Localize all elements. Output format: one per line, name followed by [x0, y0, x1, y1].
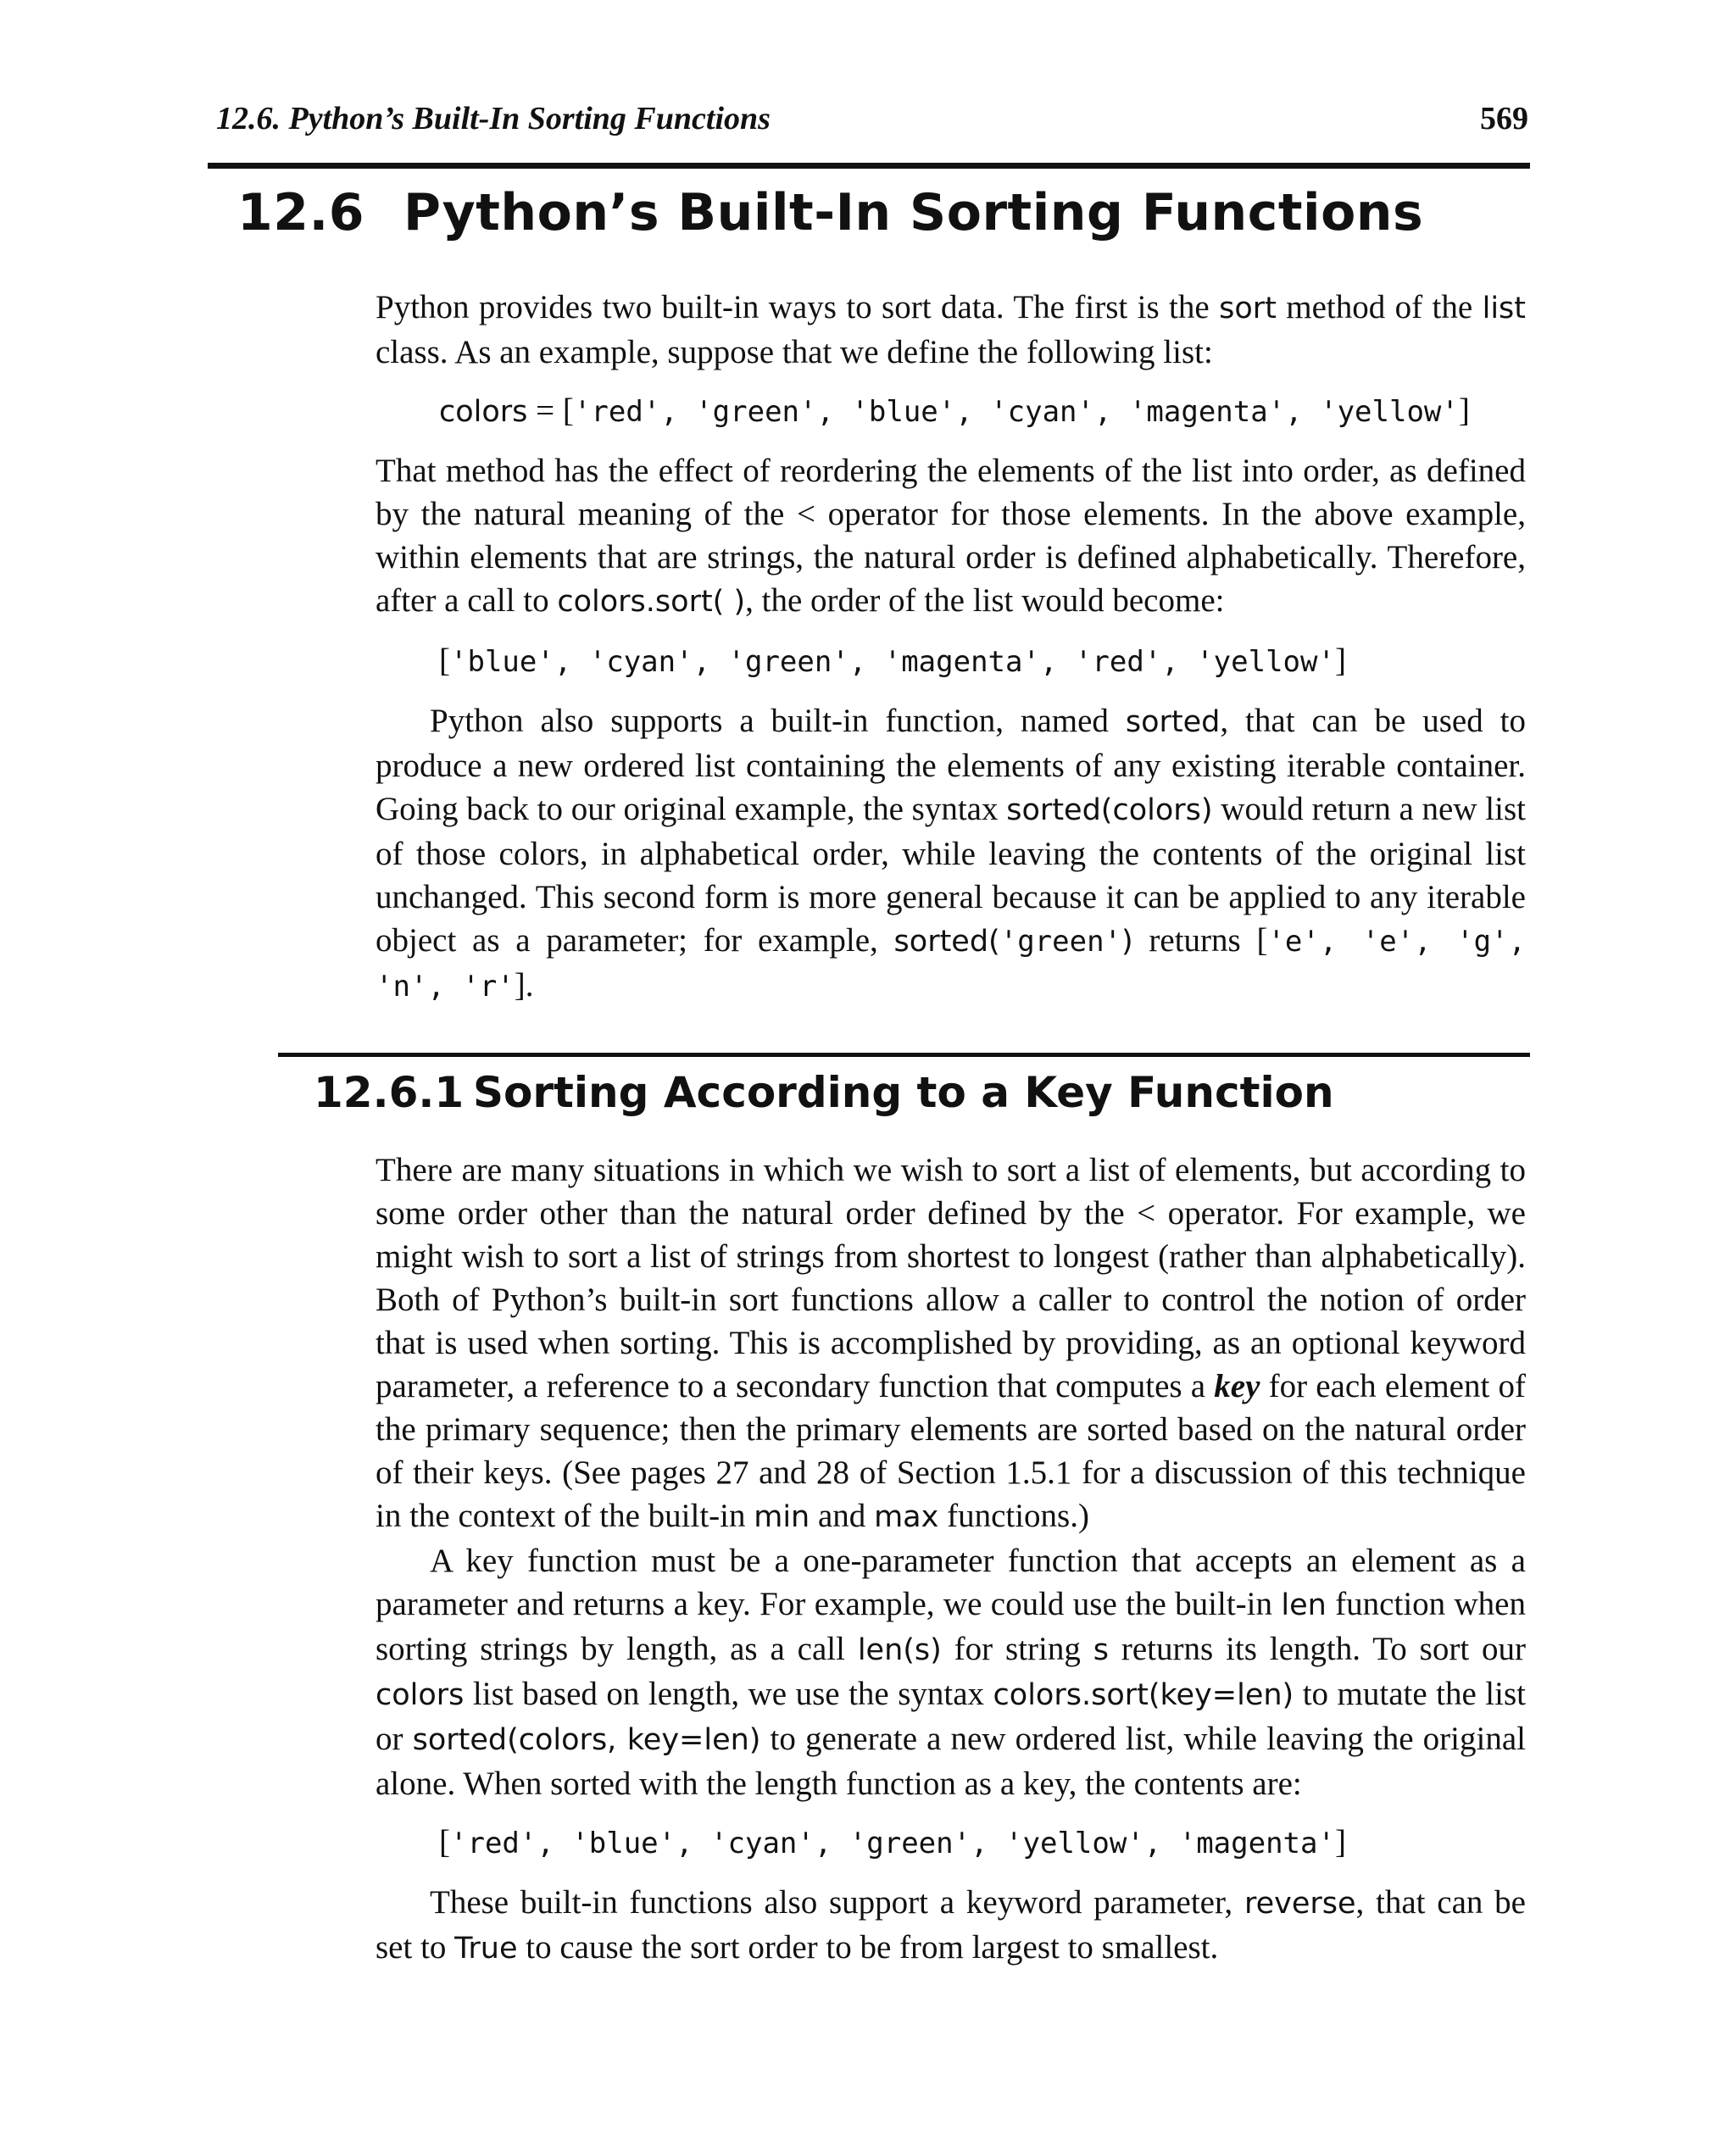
- text-run: , the order of the list would become:: [745, 582, 1225, 619]
- text-run: ]: [1458, 392, 1470, 429]
- text-run: for each element of the primary sequence; then the primary elements are sorted based on the natural order of their keys. (See pages 27 and 28 of Section 1.5.1 for a discussion of this technique in the context of the built-in: [376, 1368, 1526, 1534]
- text-run: .: [525, 967, 534, 1004]
- page-header: [216, 100, 1528, 139]
- code-s: s: [1093, 1633, 1109, 1667]
- section-number: 12.6: [237, 183, 365, 242]
- code-display-sorted-length: [439, 1821, 1526, 1866]
- subsection-title: Sorting According to a Key Function: [473, 1068, 1334, 1117]
- subsection-body: [376, 1148, 1526, 1971]
- code-green-result: 'e', 'e', 'g', 'n', 'r': [376, 925, 1526, 1004]
- text-run: A key function must be a one-parameter function that accepts an element as a parameter and returns a key. For example, we could use the built-in: [376, 1543, 1526, 1622]
- code-colors-sort-key: colors.sort(key=len): [993, 1678, 1294, 1712]
- text-run: to generate a new ordered list, while leaving the original alone. When sorted with the length function as a key, the contents are:: [376, 1721, 1526, 1802]
- text-run: = [: [527, 392, 574, 429]
- section-heading: [237, 183, 1423, 242]
- code-sorted-colors: sorted(colors): [1006, 793, 1213, 827]
- section-title: Python’s Built-In Sorting Functions: [403, 183, 1424, 242]
- text-run: 'green': [999, 925, 1122, 959]
- text-run: and: [810, 1498, 875, 1534]
- code-len-s: len(s): [857, 1633, 942, 1667]
- text-run: list based on length, we use the syntax: [464, 1676, 993, 1712]
- code-list: list: [1482, 292, 1526, 325]
- code-min: min: [754, 1500, 810, 1534]
- text-run: ]: [1334, 1824, 1346, 1860]
- text-run: to mutate the list or: [376, 1676, 1526, 1757]
- subsection-heading: [314, 1068, 1334, 1117]
- text-run: returns: [1132, 922, 1257, 959]
- code-max: max: [874, 1500, 939, 1534]
- text-run: 'red', 'green', 'blue', 'cyan', 'magenta', 'yellow': [573, 395, 1459, 429]
- text-run: method of the: [1276, 289, 1483, 325]
- code-len: len: [1281, 1588, 1327, 1622]
- code-sort: sort: [1219, 292, 1277, 325]
- text-run: Python also supports a built-in function, named: [430, 703, 1126, 739]
- text-run: functions.): [938, 1498, 1089, 1534]
- text-run: sorted(: [893, 925, 1000, 959]
- text-run: That method has the effect of reordering the elements of the list into order, as defined by the natural meaning of the < operator for those elements. In the above example, within elements that are strings, the natural order is defined alphabetically. Therefore, after a call to: [376, 453, 1526, 619]
- text-run: ): [1121, 925, 1133, 959]
- text-run: 'blue', 'cyan', 'green', 'magenta', 'red', 'yellow': [450, 645, 1335, 679]
- text-run: , that can be set to: [376, 1884, 1526, 1966]
- text-run: function when sorting strings by length, as a call: [376, 1586, 1526, 1667]
- text-run: These built-in functions also support a keyword parameter,: [430, 1884, 1244, 1921]
- code-true: True: [454, 1932, 518, 1966]
- page-number: 569: [1480, 101, 1528, 136]
- paragraph-sorted-function: [376, 699, 1526, 1009]
- text-run: There are many situations in which we wish to sort a list of elements, but according to some order other than the natural order defined by the < operator. For example, we might wish to sort a list of strings from shortest to longest (rather than alphabetically). Both of Python’s built-in sort functions allow a caller to control the notion of order that is used when sorting. This is accomplished by providing, as an optional keyword parameter, a reference to a secondary function that computes a: [376, 1152, 1526, 1404]
- text-run: , that can be used to produce a new ordered list containing the elements of any existing iterable container. Going back to our original example, the syntax: [376, 703, 1527, 827]
- text-run: Python provides two built-in ways to sort data. The first is the: [376, 289, 1220, 325]
- text-run: ]: [514, 967, 526, 1004]
- code-colors: colors: [376, 1678, 465, 1712]
- text-run: [: [439, 1824, 450, 1860]
- text-run: [: [439, 642, 450, 679]
- running-title: 12.6. Python’s Built-In Sorting Functions: [216, 101, 771, 136]
- code-colors-sort: colors.sort( ): [557, 585, 746, 619]
- code-display-sorted-alpha: [439, 639, 1526, 684]
- code-reverse: reverse: [1244, 1887, 1356, 1921]
- text-run: [: [1256, 922, 1268, 959]
- code-display-colors: [439, 389, 1526, 434]
- text-run: 'red', 'blue', 'cyan', 'green', 'yellow', 'magenta': [450, 1827, 1335, 1860]
- subsection-rule: [278, 1053, 1530, 1057]
- header-rule: [208, 163, 1530, 169]
- text-run: ]: [1334, 642, 1346, 679]
- subsection-number: 12.6.1: [314, 1068, 465, 1117]
- section-body: [376, 286, 1526, 1009]
- paragraph-reorder: [376, 449, 1526, 624]
- text-run: for string: [941, 1631, 1093, 1667]
- paragraph-reverse: [376, 1881, 1526, 1971]
- text-run: returns its length. To sort our: [1109, 1631, 1527, 1667]
- paragraph-key-function: [376, 1148, 1526, 1539]
- paragraph-len-key: [376, 1539, 1526, 1805]
- text-run: would return a new list of those colors, in alphabetical order, while leaving the contents of the original list unchanged. This second form is more general because it can be applied to any iterable object as a parameter; for example,: [376, 791, 1526, 959]
- text-run: colors: [439, 395, 528, 429]
- text-run: to cause the sort order to be from largest to smallest.: [517, 1929, 1219, 1966]
- code-sorted-key: sorted(colors, key=len): [412, 1723, 761, 1757]
- text-run: class. As an example, suppose that we define the following list:: [376, 334, 1213, 370]
- paragraph-intro: [376, 286, 1526, 374]
- code-sorted: sorted: [1125, 705, 1221, 739]
- term-key: key: [1214, 1368, 1260, 1404]
